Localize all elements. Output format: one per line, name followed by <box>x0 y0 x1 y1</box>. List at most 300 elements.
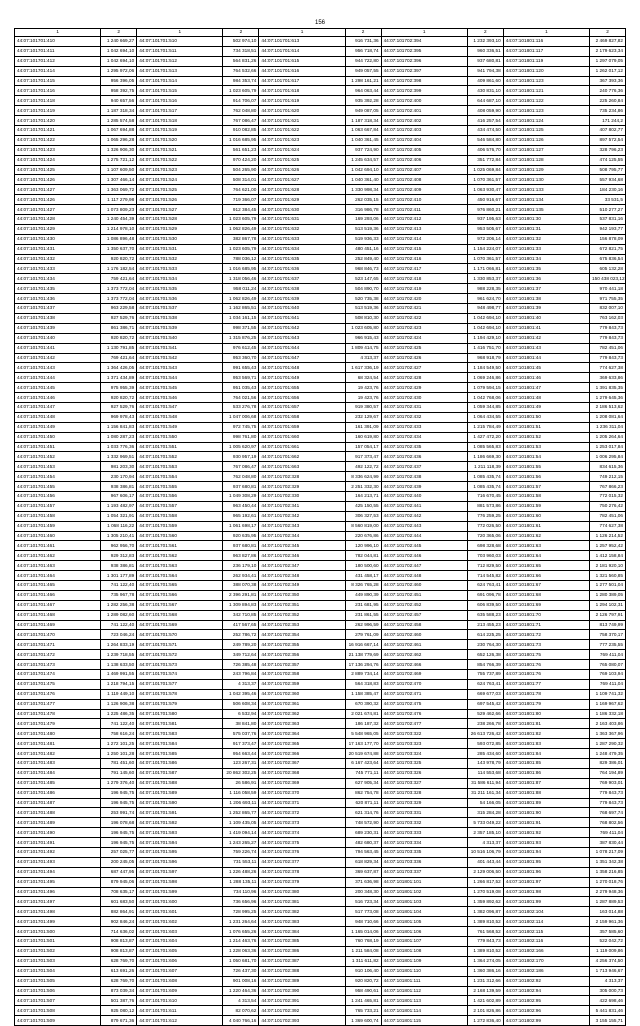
cadastral-value-cell: 854 766,39 <box>467 660 503 670</box>
cadastral-number-cell: 44:07:101702:359 <box>259 679 345 689</box>
cadastral-value-cell: 1 318 056,46 <box>223 274 259 284</box>
cadastral-value-cell: 914 706,07 <box>223 96 259 106</box>
cadastral-value-cell: 1 034 161,15 <box>223 313 259 323</box>
cadastral-value-cell: 492 122,72 <box>345 462 381 472</box>
cadastral-number-cell: 44:07:101701:508 <box>15 1006 101 1016</box>
cadastral-value-cell: 644 687,10 <box>467 96 503 106</box>
cadastral-value-cell: 1 359 892,62 <box>467 897 503 907</box>
cadastral-number-cell: 44:07:101702:374 <box>259 828 345 838</box>
cadastral-value-cell: 200 348,30 <box>345 887 381 897</box>
cadastral-number-cell: 44:07:101701:521 <box>137 145 223 155</box>
cadastral-number-cell: 44:07:101701:658 <box>259 412 345 422</box>
cadastral-number-cell: 44:07:101701:517 <box>137 106 223 116</box>
cadastral-number-cell: 44:07:101701:578 <box>137 689 223 699</box>
cadastral-value-cell: 769 903,01 <box>590 778 626 788</box>
cadastral-number-cell: 44:07:101701:558 <box>137 511 223 521</box>
cadastral-value-cell: 620 871,11 <box>345 798 381 808</box>
cadastral-number-cell: 44:07:101701:476 <box>15 689 101 699</box>
cadastral-number-cell: 44:07:101701:561 <box>137 541 223 551</box>
cadastral-value-cell: 4 313,37 <box>467 838 503 848</box>
cadastral-number-cell: 44:07:101701:438 <box>15 313 101 323</box>
cadastral-number-cell: 44:07:101701:574 <box>137 670 223 680</box>
cadastral-number-cell: 44:07:101701:410 <box>15 37 101 47</box>
cadastral-value-cell: 349 712,64 <box>223 650 259 660</box>
cadastral-value-cell: 82 070,62 <box>223 1006 259 1016</box>
table-row <box>15 452 626 462</box>
cadastral-number-cell: 44:07:101801:102 <box>381 887 467 897</box>
cadastral-number-cell: 44:07:101701:543 <box>137 363 223 373</box>
cadastral-value-cell: 1 391 835,35 <box>590 383 626 393</box>
cadastral-value-cell: 687 447,95 <box>101 867 137 877</box>
cadastral-number-cell: 44:07:101701:434 <box>15 274 101 284</box>
cadastral-value-cell: 537 831,16 <box>590 215 626 225</box>
cadastral-number-cell: 44:07:101702:406 <box>381 155 467 165</box>
cadastral-value-cell: 1 389 810,52 <box>467 946 503 956</box>
cadastral-number-cell: 44:07:101701:639 <box>259 294 345 304</box>
cadastral-number-cell: 44:07:101801:64 <box>503 551 589 561</box>
table-row <box>15 234 626 244</box>
cadastral-number-cell: 44:07:101702:460 <box>381 580 467 590</box>
cadastral-value-cell: 1 369 600,74 <box>345 1016 381 1026</box>
cadastral-number-cell: 44:07:101802:114 <box>503 917 589 927</box>
table-row <box>15 175 626 185</box>
cadastral-value-cell: 920 820,72 <box>101 254 137 264</box>
cadastral-value-cell: 4 313,37 <box>223 679 259 689</box>
cadastral-number-cell: 44:07:101701:471 <box>15 640 101 650</box>
cadastral-number-cell: 44:07:101701:549 <box>137 422 223 432</box>
cadastral-number-cell: 44:07:101702:372 <box>259 808 345 818</box>
cadastral-value-cell: 1 070 361,57 <box>467 175 503 185</box>
cadastral-value-cell: 6 532,94 <box>223 709 259 719</box>
cadastral-value-cell: 976 612,45 <box>223 343 259 353</box>
cadastral-value-cell: 1 047 006,68 <box>223 412 259 422</box>
cadastral-number-cell: 44:07:101801:81 <box>503 719 589 729</box>
cadastral-number-cell: 44:07:101701:519 <box>137 126 223 136</box>
table-row <box>15 571 626 581</box>
cadastral-value-cell: 912 384,45 <box>223 205 259 215</box>
table-row <box>15 402 626 412</box>
cadastral-number-cell: 44:07:101701:430 <box>15 234 101 244</box>
cadastral-value-cell: 998 371,55 <box>223 323 259 333</box>
cadastral-value-cell: 1 297 079,05 <box>590 56 626 66</box>
table-row <box>15 313 626 323</box>
cadastral-number-cell: 44:07:101702:405 <box>381 145 467 155</box>
cadastral-value-cell: 919 380,57 <box>345 402 381 412</box>
cadastral-value-cell: 1 279 376,40 <box>101 778 137 788</box>
cadastral-number-cell: 44:07:101801:65 <box>503 561 589 571</box>
cadastral-number-cell: 44:07:101801:31 <box>503 224 589 234</box>
cadastral-value-cell: 937 680,81 <box>467 56 503 66</box>
cadastral-number-cell: 44:07:101702:425 <box>381 343 467 353</box>
cadastral-number-cell: 44:07:101702:438 <box>381 472 467 482</box>
cadastral-value-cell: 529 462,66 <box>467 709 503 719</box>
cadastral-number-cell: 44:07:101702:437 <box>381 462 467 472</box>
cadastral-value-cell: 621 314,76 <box>345 808 381 818</box>
cadastral-value-cell: 1 054 321,91 <box>101 511 137 521</box>
cadastral-value-cell: 257 025,77 <box>101 848 137 858</box>
cadastral-value-cell: 26 586,91 <box>223 778 259 788</box>
cadastral-value-cell: 2 163 403,86 <box>590 719 626 729</box>
cadastral-number-cell: 44:07:101801:36 <box>503 274 589 284</box>
cadastral-number-cell: 44:07:101702:413 <box>381 224 467 234</box>
cadastral-value-cell: 1 272 101,25 <box>101 739 137 749</box>
table-row <box>15 788 626 798</box>
cadastral-number-cell: 44:07:101701:433 <box>15 264 101 274</box>
cadastral-value-cell: 517 773,08 <box>345 907 381 917</box>
table-row <box>15 679 626 689</box>
cadastral-value-cell: 2 021 674,81 <box>345 709 381 719</box>
cadastral-value-cell: 306 327,53 <box>345 511 381 521</box>
cadastral-number-cell: 44:07:101801:83 <box>503 739 589 749</box>
cadastral-value-cell: 772 015,32 <box>590 491 626 501</box>
cadastral-value-cell: 2 129 006,50 <box>467 867 503 877</box>
cadastral-number-cell: 44:07:101701:634 <box>259 244 345 254</box>
column-header: 2 <box>590 29 626 37</box>
cadastral-number-cell: 44:07:101801:94 <box>503 848 589 858</box>
cadastral-number-cell: 44:07:101701:606 <box>137 956 223 966</box>
cadastral-value-cell: 1 713 946,67 <box>590 966 626 976</box>
cadastral-number-cell: 44:07:101701:581 <box>137 719 223 729</box>
cadastral-value-cell: 972 206,14 <box>467 234 503 244</box>
cadastral-number-cell: 44:07:101702:385 <box>259 937 345 947</box>
cadastral-number-cell: 44:07:101801:53 <box>503 442 589 452</box>
cadastral-value-cell: 1 064 434,55 <box>467 412 503 422</box>
table-row <box>15 739 626 749</box>
cadastral-value-cell: 5 733 049,22 <box>467 818 503 828</box>
cadastral-number-cell: 44:07:101701:531 <box>137 244 223 254</box>
cadastral-value-cell: 1 042 694,10 <box>101 56 137 66</box>
cadastral-value-cell: 2 469 827,82 <box>590 37 626 47</box>
cadastral-number-cell: 44:07:101701:494 <box>15 867 101 877</box>
cadastral-value-cell: 960 336,51 <box>467 46 503 56</box>
cadastral-value-cell: 8 336 624,99 <box>345 472 381 482</box>
cadastral-value-cell: 691 096,78 <box>467 590 503 600</box>
cadastral-value-cell: 1 214 978,10 <box>101 224 137 234</box>
cadastral-number-cell: 44:07:101701:420 <box>15 116 101 126</box>
cadastral-value-cell: 1 042 694,10 <box>467 313 503 323</box>
cadastral-number-cell: 44:07:101801:37 <box>503 284 589 294</box>
cadastral-value-cell: 1 279 645,36 <box>590 393 626 403</box>
cadastral-number-cell: 44:07:101701:573 <box>137 660 223 670</box>
cadastral-value-cell: 813 749,99 <box>590 620 626 630</box>
cadastral-value-cell: 238 266,78 <box>467 719 503 729</box>
cadastral-number-cell: 44:07:101702:342 <box>259 511 345 521</box>
cadastral-number-cell: 44:07:101702:441 <box>381 501 467 511</box>
cadastral-number-cell: 44:07:101801:106 <box>381 927 467 937</box>
cadastral-number-cell: 44:07:101801:125 <box>503 126 589 136</box>
table-row <box>15 838 626 848</box>
cadastral-value-cell: 881 573,86 <box>467 501 503 511</box>
cadastral-number-cell: 44:07:101702:431 <box>381 402 467 412</box>
cadastral-value-cell: 774 627,38 <box>590 363 626 373</box>
cadastral-number-cell: 44:07:101702:357 <box>259 660 345 670</box>
cadastral-value-cell: 1 073 809,23 <box>101 205 137 215</box>
cadastral-number-cell: 44:07:101702:466 <box>381 660 467 670</box>
cadastral-number-cell: 44:07:101801:78 <box>503 689 589 699</box>
cadastral-number-cell: 44:07:101702:377 <box>259 857 345 867</box>
cadastral-value-cell: 968 846,73 <box>345 264 381 274</box>
cadastral-number-cell: 44:07:101801:63 <box>503 541 589 551</box>
cadastral-number-cell: 44:07:101702:448 <box>381 571 467 581</box>
cadastral-number-cell: 44:07:101701:644 <box>259 343 345 353</box>
cadastral-value-cell: 2 357 185,10 <box>467 828 503 838</box>
cadastral-value-cell: 1 288 135,11 <box>223 877 259 887</box>
cadastral-number-cell: 44:07:101701:510 <box>137 37 223 47</box>
cadastral-value-cell: 480 451,16 <box>345 244 381 254</box>
cadastral-number-cell: 44:07:101801:84 <box>503 749 589 759</box>
cadastral-number-cell: 44:07:101801:88 <box>503 788 589 798</box>
cadastral-number-cell: 44:07:101701:512 <box>137 56 223 66</box>
cadastral-number-cell: 44:07:101702:366 <box>259 749 345 759</box>
table-row <box>15 205 626 215</box>
cadastral-number-cell: 44:07:101702:399 <box>381 86 467 96</box>
table-row <box>15 343 626 353</box>
cadastral-number-cell: 44:07:101701:663 <box>259 462 345 472</box>
cadastral-number-cell: 44:07:101701:534 <box>137 274 223 284</box>
cadastral-value-cell: 1 016 685,95 <box>223 135 259 145</box>
cadastral-number-cell: 44:07:101701:428 <box>15 215 101 225</box>
cadastral-value-cell: 1 023 605,79 <box>223 244 259 254</box>
cadastral-value-cell: 726 437,30 <box>223 966 259 976</box>
cadastral-value-cell: 1 469 991,55 <box>101 670 137 680</box>
cadastral-value-cell: 971 755,35 <box>590 294 626 304</box>
cadastral-number-cell: 44:07:101701:585 <box>137 749 223 759</box>
cadastral-number-cell: 44:07:101801:104 <box>381 907 467 917</box>
cadastral-number-cell: 44:07:101701:569 <box>137 620 223 630</box>
cadastral-value-cell: 150 438 023,12 <box>590 274 626 284</box>
cadastral-number-cell: 44:07:101701:556 <box>137 491 223 501</box>
cadastral-number-cell: 44:07:101701:560 <box>137 531 223 541</box>
cadastral-value-cell: 1 061 698,17 <box>223 521 259 531</box>
cadastral-number-cell: 44:07:101701:501 <box>15 937 101 947</box>
cadastral-value-cell: 920 635,95 <box>223 531 259 541</box>
cadastral-number-cell: 44:07:101801:79 <box>503 699 589 709</box>
cadastral-value-cell: 745 771,11 <box>345 768 381 778</box>
cadastral-number-cell: 44:07:101702:396 <box>381 56 467 66</box>
cadastral-number-cell: 44:07:101701:580 <box>137 709 223 719</box>
cadastral-number-cell: 44:07:101701:598 <box>137 877 223 887</box>
table-row <box>15 897 626 907</box>
cadastral-value-cell: 557 934,68 <box>590 175 626 185</box>
cadastral-value-cell: 1 262 017,12 <box>590 66 626 76</box>
cadastral-value-cell: 1 228 063,36 <box>223 946 259 956</box>
cadastral-number-cell: 44:07:101702:387 <box>259 956 345 966</box>
cadastral-value-cell: 948 498,77 <box>467 304 503 314</box>
cadastral-number-cell: 44:07:101702:407 <box>381 165 467 175</box>
table-row <box>15 145 626 155</box>
cadastral-number-cell: 44:07:101701:572 <box>137 650 223 660</box>
cadastral-number-cell: 44:07:101701:545 <box>137 383 223 393</box>
cadastral-value-cell: 762 048,80 <box>223 472 259 482</box>
cadastral-number-cell: 44:07:101701:455 <box>15 482 101 492</box>
cadastral-value-cell: 782 451,06 <box>590 511 626 521</box>
cadastral-value-cell: 755 737,89 <box>467 670 503 680</box>
cadastral-number-cell: 44:07:101801:120 <box>503 66 589 76</box>
cadastral-value-cell: 230 764,30 <box>467 640 503 650</box>
cadastral-value-cell: 342 710,85 <box>223 610 259 620</box>
cadastral-value-cell: 1 070 361,57 <box>467 254 503 264</box>
cadastral-value-cell: 908 813,87 <box>101 937 137 947</box>
cadastral-number-cell: 44:07:101701:661 <box>259 442 345 452</box>
cadastral-number-cell: 44:07:101801:71 <box>503 620 589 630</box>
cadastral-number-cell: 44:07:101801:51 <box>503 422 589 432</box>
cadastral-number-cell: 44:07:101701:495 <box>15 877 101 887</box>
cadastral-value-cell: 902 846,24 <box>101 917 137 927</box>
cadastral-value-cell: 769 421,64 <box>101 353 137 363</box>
cadastral-value-cell: 908 813,87 <box>101 946 137 956</box>
cadastral-number-cell: 44:07:101701:446 <box>15 393 101 403</box>
cadastral-value-cell: 38 841,80 <box>223 719 259 729</box>
cadastral-value-cell: 723 046,24 <box>101 630 137 640</box>
cadastral-value-cell: 171 244,2 <box>590 116 626 126</box>
cadastral-value-cell: 1 350 637,70 <box>101 244 137 254</box>
cadastral-value-cell: 4 313,54 <box>223 996 259 1006</box>
column-header: 2 <box>345 29 381 37</box>
table-row <box>15 946 626 956</box>
cadastral-number-cell: 44:07:101702:350 <box>259 590 345 600</box>
cadastral-value-cell: 1 294 102,31 <box>590 600 626 610</box>
cadastral-number-cell: 44:07:101702:409 <box>381 185 467 195</box>
cadastral-value-cell: 1 126 906,38 <box>101 699 137 709</box>
cadastral-value-cell: 20 519 674,88 <box>345 749 381 759</box>
cadastral-number-cell: 44:07:101701:502 <box>15 946 101 956</box>
cadastral-number-cell: 44:07:101703:337 <box>381 867 467 877</box>
cadastral-value-cell: 231 681,95 <box>345 600 381 610</box>
cadastral-value-cell: 2 889 734,14 <box>345 670 381 680</box>
cadastral-value-cell: 726 385,48 <box>223 660 259 670</box>
cadastral-number-cell: 44:07:101701:505 <box>15 976 101 986</box>
cadastral-number-cell: 44:07:101703:323 <box>381 739 467 749</box>
cadastral-value-cell: 953 360,70 <box>223 353 259 363</box>
cadastral-number-cell: 44:07:101801:121 <box>503 86 589 96</box>
cadastral-number-cell: 44:07:101701:571 <box>137 640 223 650</box>
cadastral-number-cell: 44:07:101701:447 <box>15 402 101 412</box>
cadastral-number-cell: 44:07:101702:426 <box>381 353 467 363</box>
cadastral-number-cell: 44:07:101701:426 <box>15 195 101 205</box>
cadastral-number-cell: 44:07:101701:635 <box>259 254 345 264</box>
cadastral-number-cell: 44:07:101801:91 <box>503 818 589 828</box>
cadastral-value-cell: 33 531,5 <box>590 195 626 205</box>
cadastral-number-cell: 44:07:101701:636 <box>259 264 345 274</box>
cadastral-number-cell: 44:07:101801:119 <box>503 56 589 66</box>
cadastral-number-cell: 44:07:101701:507 <box>15 996 101 1006</box>
cadastral-number-cell: 44:07:101702:329 <box>259 482 345 492</box>
cadastral-value-cell: 1 205 264,64 <box>590 432 626 442</box>
cadastral-value-cell: 408 059,90 <box>467 106 503 116</box>
cadastral-value-cell: 1 218 794,15 <box>101 679 137 689</box>
cadastral-number-cell: 44:07:101701:649 <box>259 373 345 383</box>
cadastral-number-cell: 44:07:101701:588 <box>137 778 223 788</box>
cadastral-number-cell: 44:07:101801:96 <box>503 867 589 877</box>
cadastral-number-cell: 44:07:101703:333 <box>381 828 467 838</box>
cadastral-value-cell: 1 117 279,98 <box>101 195 137 205</box>
cadastral-number-cell: 44:07:101701:450 <box>15 432 101 442</box>
table-row <box>15 956 626 966</box>
cadastral-number-cell: 44:07:101801:41 <box>503 323 589 333</box>
cadastral-number-cell: 44:07:101702:427 <box>381 363 467 373</box>
cadastral-value-cell: 741 122,40 <box>101 620 137 630</box>
cadastral-value-cell: 1 330 998,34 <box>345 185 381 195</box>
table-row <box>15 432 626 442</box>
cadastral-number-cell: 44:07:101703:332 <box>381 818 467 828</box>
cadastral-value-cell: 1 295 972,06 <box>101 66 137 76</box>
cadastral-value-cell: 672 821,75 <box>590 244 626 254</box>
cadastral-number-cell: 44:07:101701:602 <box>137 917 223 927</box>
cadastral-number-cell: 44:07:101701:599 <box>137 887 223 897</box>
cadastral-value-cell: 431 458,17 <box>345 571 381 581</box>
cadastral-number-cell: 44:07:101801:45 <box>503 363 589 373</box>
cadastral-number-cell: 44:07:101702:434 <box>381 432 467 442</box>
cadastral-value-cell: 1 215 784,49 <box>467 422 503 432</box>
cadastral-value-cell: 767 086,47 <box>223 462 259 472</box>
cadastral-value-cell: 357 585,60 <box>590 927 626 937</box>
cadastral-value-cell: 768 697,74 <box>590 808 626 818</box>
cadastral-number-cell: 44:07:101801:67 <box>503 580 589 590</box>
cadastral-value-cell: 434 474,50 <box>467 126 503 136</box>
cadastral-number-cell: 44:07:101801:90 <box>503 808 589 818</box>
cadastral-value-cell: 1 042 694,10 <box>101 46 137 56</box>
cadastral-value-cell: 2 159 961,36 <box>590 917 626 927</box>
cadastral-value-cell: 508 795,77 <box>590 165 626 175</box>
cadastral-value-cell: 2 101 826,86 <box>467 1006 503 1016</box>
cadastral-number-cell: 44:07:101701:415 <box>15 76 101 86</box>
cadastral-value-cell: 741 122,40 <box>101 580 137 590</box>
cadastral-value-cell: 546 584,80 <box>467 135 503 145</box>
table-row <box>15 600 626 610</box>
cadastral-value-cell: 991 655,43 <box>223 363 259 373</box>
cadastral-number-cell: 44:07:101701:643 <box>259 333 345 343</box>
cadastral-value-cell: 788 036,12 <box>223 254 259 264</box>
cadastral-number-cell: 44:07:101701:524 <box>137 175 223 185</box>
cadastral-value-cell: 1 330 853,37 <box>467 274 503 284</box>
cadastral-number-cell: 44:07:101701:489 <box>15 818 101 828</box>
column-header: 2 <box>467 29 503 37</box>
cadastral-value-cell: 764 532,66 <box>223 66 259 76</box>
table-row <box>15 472 626 482</box>
cadastral-number-cell: 44:07:101701:548 <box>137 412 223 422</box>
cadastral-number-cell: 44:07:101701:532 <box>137 254 223 264</box>
cadastral-number-cell: 44:07:101701:638 <box>259 284 345 294</box>
cadastral-value-cell: 213 455,23 <box>467 620 503 630</box>
cadastral-number-cell: 44:07:101701:440 <box>15 333 101 343</box>
table-row <box>15 867 626 877</box>
cadastral-number-cell: 44:07:101702:370 <box>259 788 345 798</box>
cadastral-number-cell: 44:07:101701:609 <box>137 986 223 996</box>
cadastral-value-cell: 1 287 290,32 <box>590 739 626 749</box>
cadastral-value-cell: 1 187 318,34 <box>101 106 137 116</box>
cadastral-number-cell: 44:07:101703:324 <box>381 749 467 759</box>
cadastral-value-cell: 387 830,44 <box>590 838 626 848</box>
cadastral-number-cell: 44:07:101801:130 <box>503 175 589 185</box>
cadastral-value-cell: 779 843,73 <box>467 937 503 947</box>
table-row <box>15 422 626 432</box>
cadastral-number-cell: 44:07:101702:341 <box>259 501 345 511</box>
cadastral-number-cell: 44:07:101701:587 <box>137 768 223 778</box>
table-row <box>15 106 626 116</box>
cadastral-value-cell: 1 193 482,97 <box>101 501 137 511</box>
cadastral-number-cell: 44:07:101702:389 <box>259 976 345 986</box>
cadastral-number-cell: 44:07:101702:443 <box>381 521 467 531</box>
cadastral-value-cell: 21 138 779,69 <box>345 650 381 660</box>
cadastral-value-cell: 1 208 081,64 <box>590 412 626 422</box>
cadastral-number-cell: 44:07:101801:58 <box>503 491 589 501</box>
cadastral-number-cell: 44:07:101701:656 <box>259 393 345 403</box>
cadastral-number-cell: 44:07:101801:128 <box>503 155 589 165</box>
cadastral-number-cell: 44:07:101701:436 <box>15 294 101 304</box>
cadastral-number-cell: 44:07:101801:122 <box>503 96 589 106</box>
cadastral-number-cell: 44:07:101701:414 <box>15 66 101 76</box>
table-row <box>15 155 626 165</box>
